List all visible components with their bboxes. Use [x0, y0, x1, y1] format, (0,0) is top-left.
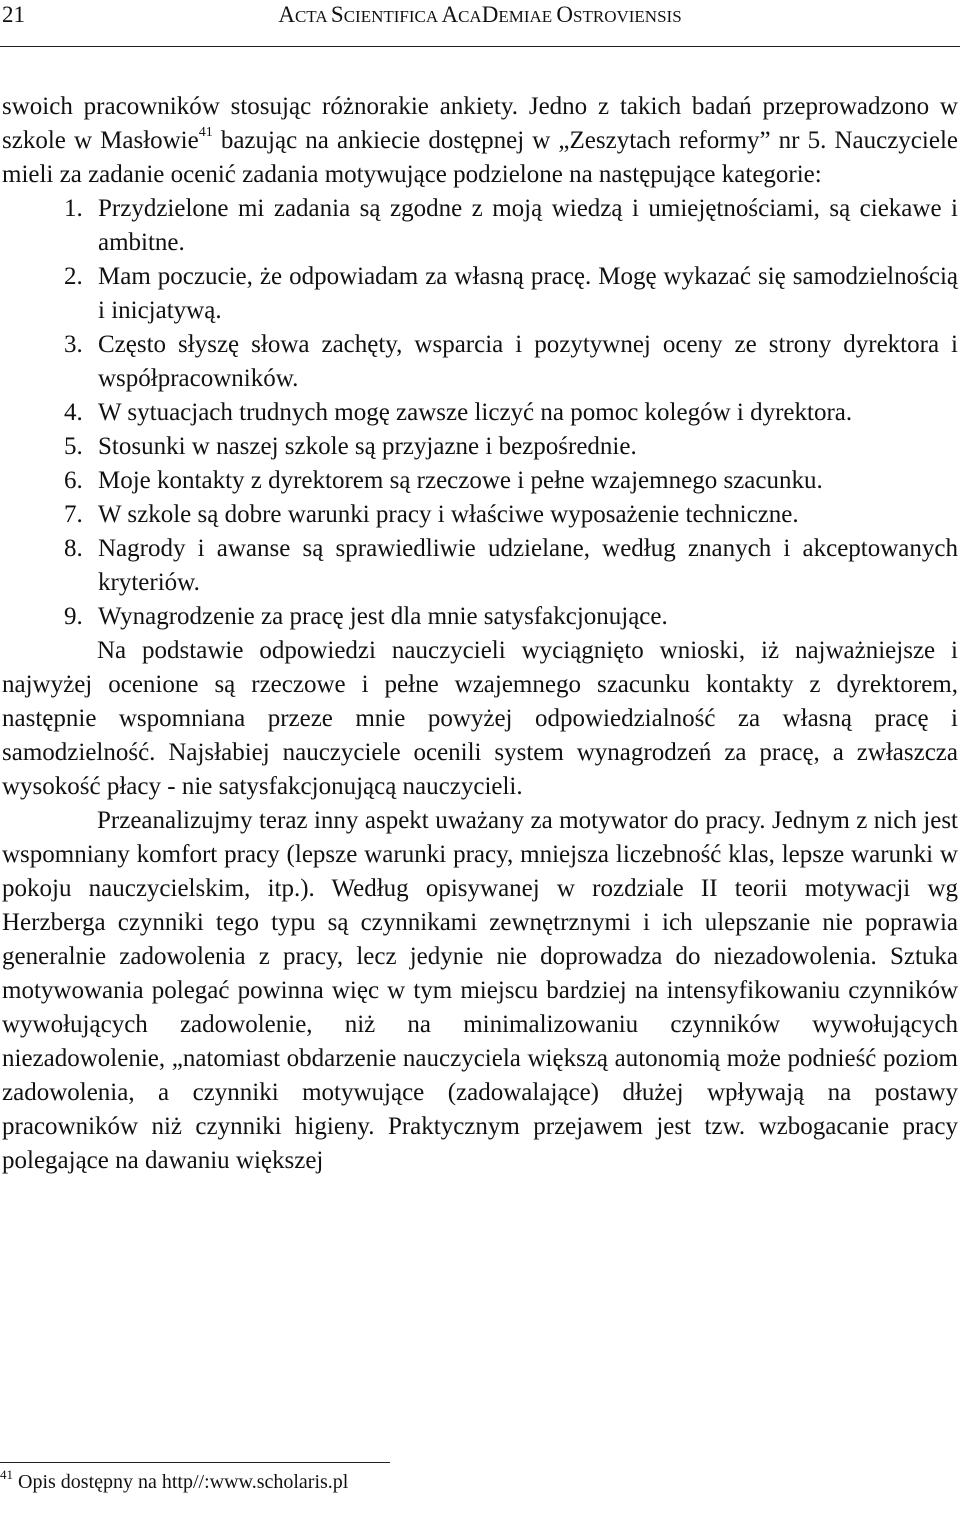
- page-body: [2, 90, 958, 1178]
- footnote: $^{41}$ Opis dostępny na http//:www.scholaris.pl: [0, 1467, 349, 1493]
- footnote-reference: 41: [198, 125, 213, 140]
- list-item: 2. Mam poczucie, że odpowiadam za własną pracę. Mogę wykazać się samodzielnością i inicjatywą.: [64, 263, 958, 324]
- analysis-paragraph: Przeanalizujmy teraz inny aspekt uważany za motywator do pracy. Jednym z nich jest wspomniany komfort pracy (lepsze warunki pracy, mniejsza liczebność klas, lepsze warunki w pokoju nauczycielskim, itp.). Według opisywanej w rozdziale II teorii motywacji wg Herzberga czynniki tego typu są czynnikami zewnętrznymi i ich ulepszanie nie poprawia generalnie zadowolenia z pracy, lecz jedynie nie doprowadza do niezadowolenia. Sztuka motywowania polegać powinna więc w tym miejscu bardziej na intensyfikowaniu czynników wywołujących zadowolenie, niż na minimalizowaniu czynników wywołujących niezadowolenie, „natomiast obdarzenie nauczyciela większą autonomią może podnieść poziom zadowolenia, a czynniki motywujące (zadowalające) dłużej wpływają na postawy pracowników niż czynniki higieny. Praktycznym przejawem jest tzw. wzbogacanie pracy polegające na dawaniu większej: [2, 807, 958, 1174]
- conclusions-paragraph: Na podstawie odpowiedzi nauczycieli wyciągnięto wnioski, iż najważniejsze i najwyżej ocenione są rzeczowe i pełne wzajemnego szacunku kontakty z dyrektorem, następnie wspomniana przeze mnie powyżej odpowiedzialność za własną pracę i samodzielność. Najsłabiej nauczyciele ocenili system wynagrodzeń za pracę, a zwłaszcza wysokość płacy - nie satysfakcjonującą nauczycieli.: [2, 637, 958, 800]
- list-item: 5. Stosunki w naszej szkole są przyjazne i bezpośrednie.: [64, 433, 637, 460]
- list-item: 9. Wynagrodzenie za pracę jest dla mnie satysfakcjonujące.: [64, 603, 668, 630]
- list-item: 3. Często słyszę słowa zachęty, wsparcia i pozytywnej oceny ze strony dyrektora i współpracowników.: [64, 331, 958, 392]
- list-item: 7. W szkole są dobre warunki pracy i właściwe wyposażenie techniczne.: [64, 501, 799, 528]
- list-item: 4. W sytuacjach trudnych mogę zawsze liczyć na pomoc kolegów i dyrektora.: [64, 399, 853, 426]
- intro-paragraph: swoich pracowników stosując różnorakie ankiety. Jedno z takich badań przeprowadzono w szkole w Masłowie$^{41}$ bazując na ankiecie dostępnej w „Zeszytach reformy” nr 5. Nauczyciele mieli za zadanie ocenić zadania motywujące podzielone na następujące kategorie:: [2, 93, 958, 188]
- category-list: [2, 192, 958, 634]
- list-item: 8. Nagrody i awanse są sprawiedliwie udzielane, według znanych i akceptowanych kryteriów.: [64, 535, 958, 596]
- list-item: 6. Moje kontakty z dyrektorem są rzeczowe i pełne wzajemnego szacunku.: [64, 467, 823, 494]
- page-number: 21: [2, 2, 25, 27]
- journal-title: ACTA SCIENTIFICA ACADEMIAE OSTROVIENSIS: [278, 2, 682, 27]
- footnote-separator: [0, 1462, 390, 1463]
- footnote-number: 41: [0, 1467, 13, 1482]
- list-item: 1. Przydzielone mi zadania są zgodne z moją wiedzą i umiejętnościami, są ciekawe i ambitne.: [64, 195, 958, 256]
- running-header: [0, 0, 960, 47]
